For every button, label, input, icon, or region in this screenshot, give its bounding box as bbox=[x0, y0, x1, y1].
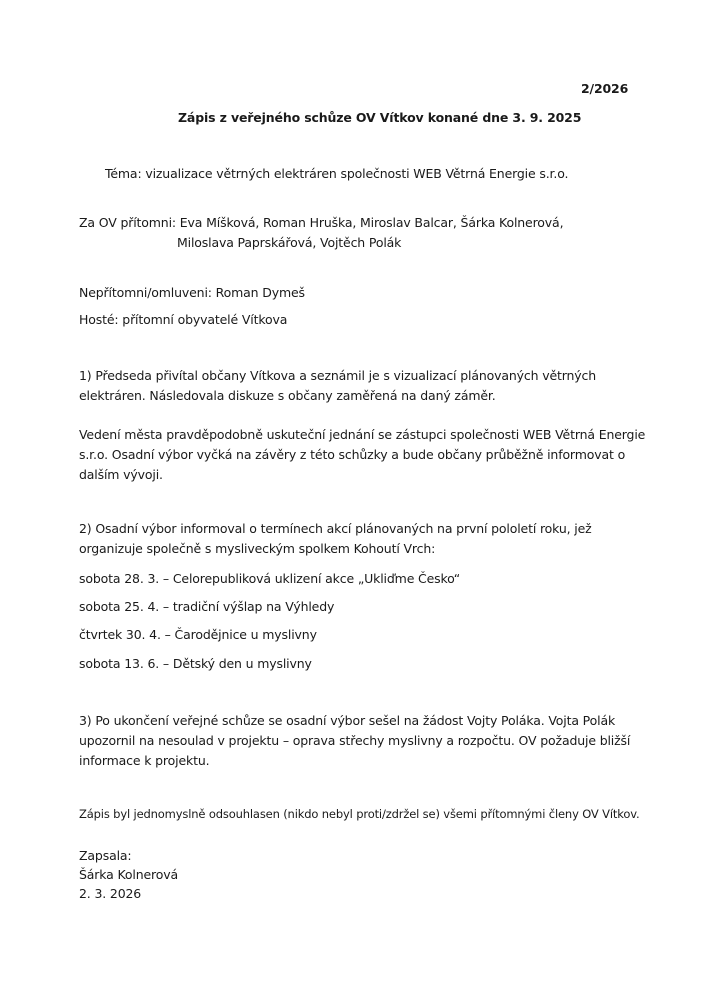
item-3-line-3: informace k projektu. bbox=[79, 753, 210, 768]
item-2-line-2: organizuje společně s mysliveckým spolkem Kohoutí Vrch: bbox=[79, 541, 436, 556]
item-1-paragraph-2-line-2: s.r.o. Osadní výbor vyčká na závěry z této schůzky a bude občany průběžně informovat o bbox=[79, 447, 626, 462]
approval-statement: Zápis byl jednomyslně odsouhlasen (nikdo nebyl proti/zdržel se) všemi přítomnými členy OV Vítkov. bbox=[79, 807, 640, 821]
item-3-line-2: upozornil na nesoulad v projektu – oprava střechy myslivny a rozpočtu. OV požaduje bližší bbox=[79, 733, 631, 748]
signature-label: Zapsala: bbox=[79, 848, 132, 863]
present-members-line-1: Za OV přítomni: Eva Míšková, Roman Hruška, Miroslav Balcar, Šárka Kolnerová, bbox=[79, 215, 564, 230]
event-item: sobota 13. 6. – Dětský den u myslivny bbox=[79, 656, 312, 671]
event-item: sobota 25. 4. – tradiční výšlap na Výhledy bbox=[79, 599, 335, 614]
event-item: čtvrtek 30. 4. – Čarodějnice u myslivny bbox=[79, 627, 317, 642]
document-title: Zápis z veřejného schůze OV Vítkov konané dne 3. 9. 2025 bbox=[178, 110, 582, 125]
event-item: sobota 28. 3. – Celorepubliková uklizení akce „Ukliďme Česko“ bbox=[79, 571, 461, 586]
document-number: 2/2026 bbox=[581, 81, 629, 96]
item-2-line-1: 2) Osadní výbor informoval o termínech akcí plánovaných na první pololetí roku, jež bbox=[79, 521, 592, 536]
absent-members: Nepřítomni/omluveni: Roman Dymeš bbox=[79, 285, 305, 300]
item-1-line-2: elektráren. Následovala diskuze s občany zaměřená na daný záměr. bbox=[79, 388, 496, 403]
signature-name: Šárka Kolnerová bbox=[79, 867, 179, 882]
item-1-paragraph-2-line-1: Vedení města pravděpodobně uskuteční jednání se zástupci společnosti WEB Větrná Energie bbox=[79, 427, 646, 442]
signature-date: 2. 3. 2026 bbox=[79, 886, 142, 901]
meeting-topic: Téma: vizualizace větrných elektráren společnosti WEB Větrná Energie s.r.o. bbox=[105, 166, 569, 181]
item-3-line-1: 3) Po ukončení veřejné schůze se osadní výbor sešel na žádost Vojty Poláka. Vojta Polák bbox=[79, 713, 616, 728]
item-1-line-1: 1) Předseda přivítal občany Vítkova a seznámil je s vizualizací plánovaných větrných bbox=[79, 368, 597, 383]
guests: Hosté: přítomní obyvatelé Vítkova bbox=[79, 312, 288, 327]
present-members-line-2: Miloslava Paprskářová, Vojtěch Polák bbox=[177, 235, 402, 250]
item-1-paragraph-2-line-3: dalším vývoji. bbox=[79, 467, 163, 482]
